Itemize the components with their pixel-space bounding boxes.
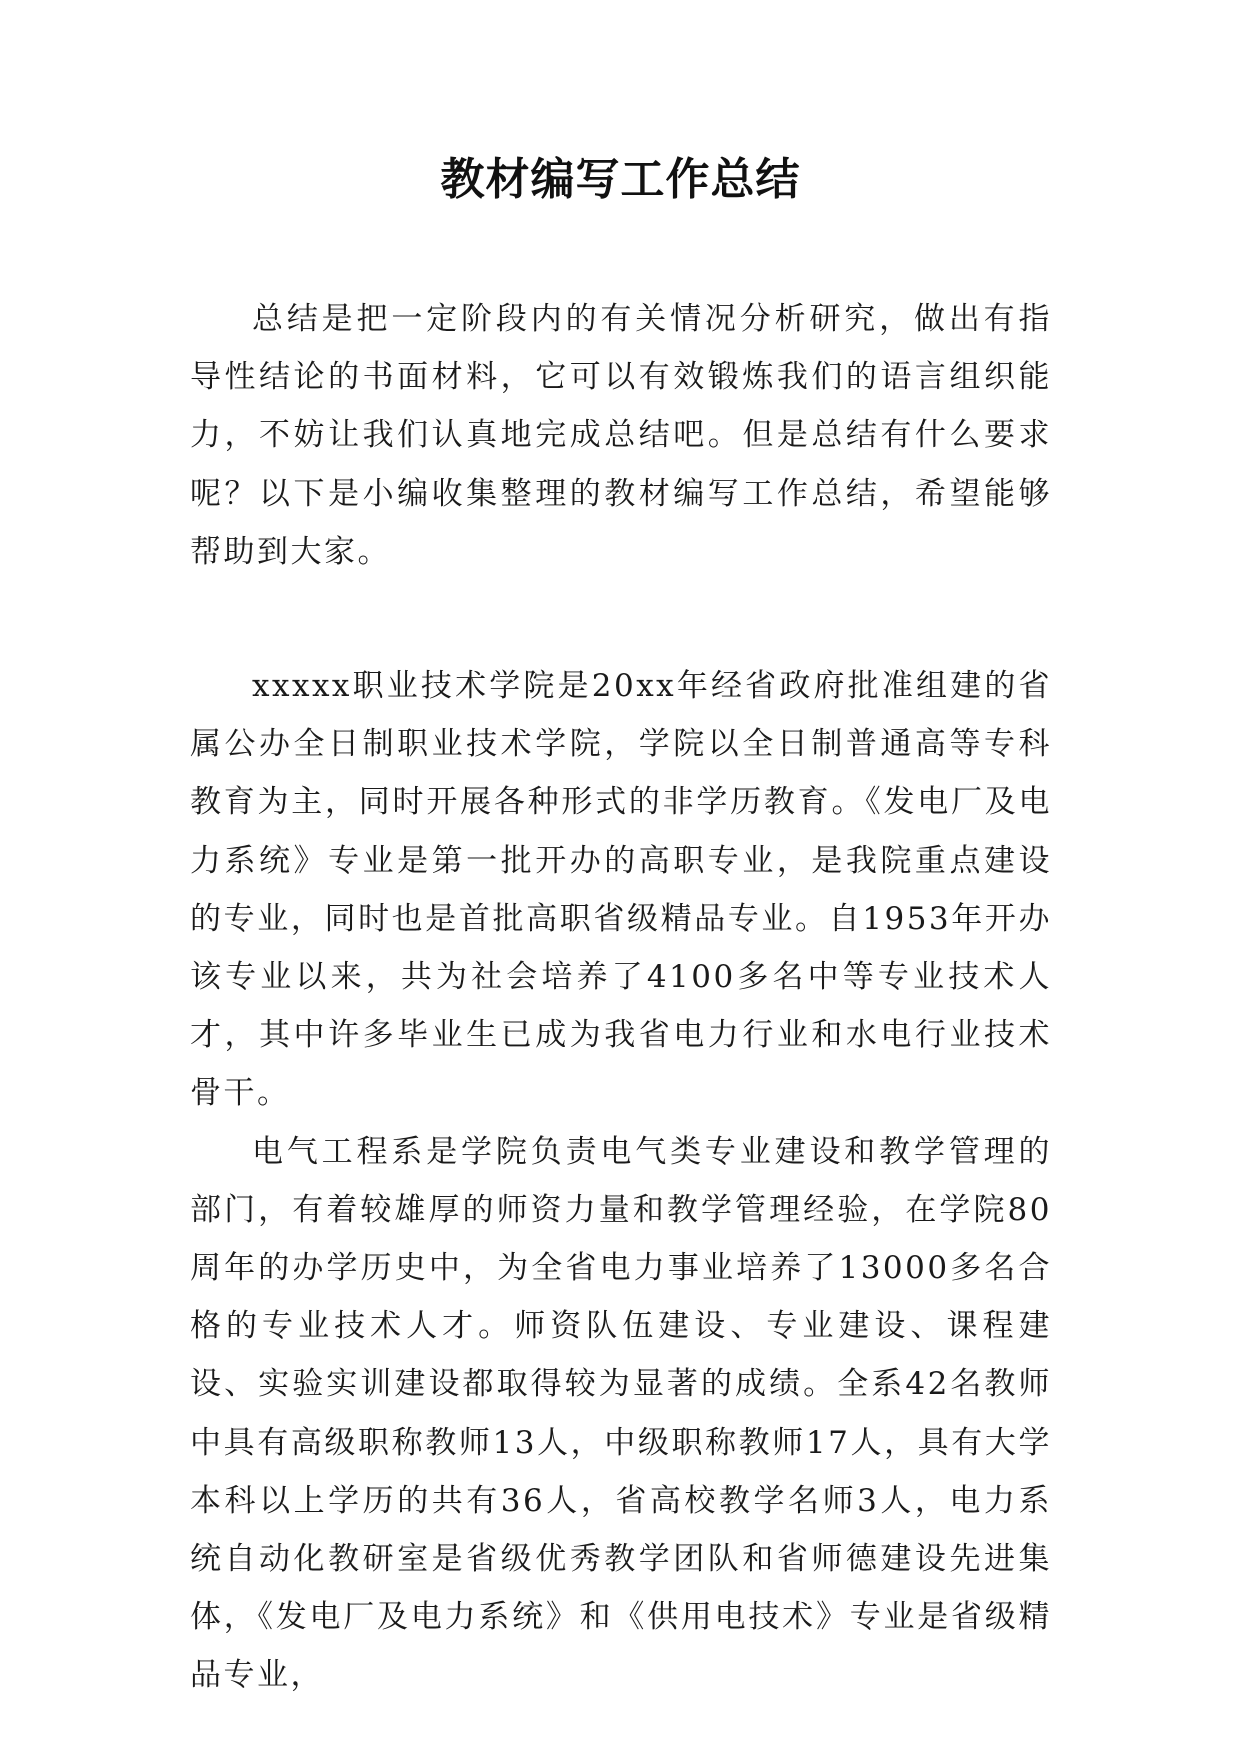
document-title: 教材编写工作总结 — [440, 154, 801, 205]
intro-paragraph: 总结是把一定阶段内的有关情况分析研究，做出有指导性结论的书面材料，它可以有效锻炼我们的语言组织能力，不妨让我们认真地完成总结吧。但是总结有什么要求呢？以下是小编收集整理的教材编写工作总结，希望能够帮助到大家。 — [190, 301, 1052, 570]
document-body — [190, 290, 1052, 1705]
paragraph-spacer — [190, 581, 1052, 657]
department-paragraph: 电气工程系是学院负责电气类专业建设和教学管理的部门，有着较雄厚的师资力量和教学管理经验，在学院80周年的办学历史中，为全省电力事业培养了13000多名合格的专业技术人才。师资队伍建设、专业建设、课程建设、实验实训建设都取得较为显著的成绩。全系42名教师中具有高级职称教师13人，中级职称教师17人，具有大学本科以上学历的共有36人，省高校教学名师3人，电力系统自动化教研室是省级优秀教学团队和省师德建设先进集体，《发电厂及电力系统》和《供用电技术》专业是省级精品专业， — [190, 1133, 1052, 1694]
college-paragraph: xxxxx职业技术学院是20xx年经省政府批准组建的省属公办全日制职业技术学院，学院以全日制普通高等专科教育为主，同时开展各种形式的非学历教育。《发电厂及电力系统》专业是第一批开办的高职专业，是我院重点建设的专业，同时也是首批高职省级精品专业。自1953年开办该专业以来，共为社会培养了4100多名中等专业技术人才，其中许多毕业生已成为我省电力行业和水电行业技术骨干。 — [190, 668, 1052, 1112]
